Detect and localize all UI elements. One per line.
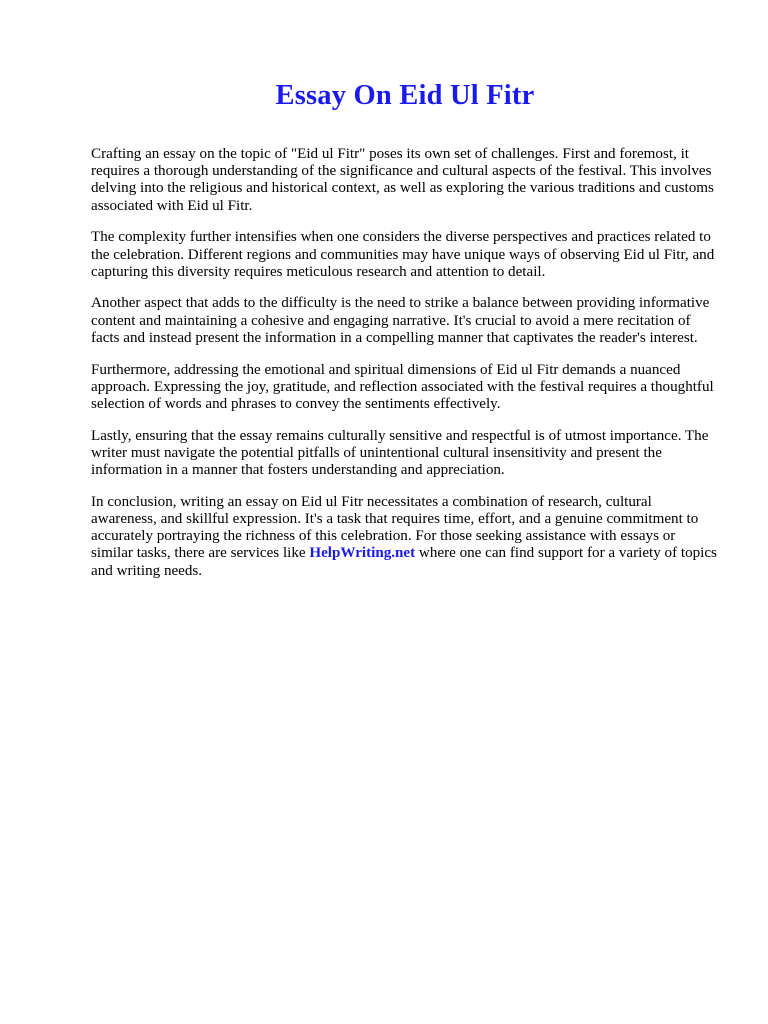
essay-title: Essay On Eid Ul Fitr	[275, 80, 535, 111]
paragraph-4: Furthermore, addressing the emotional and spiritual dimensions of Eid ul Fitr demands a nuanced approach. Expressing the joy, gratitude, and reflection associated with the festival requires a thoughtful selection of words and phrases to convey the sentiments effectively.	[91, 361, 714, 412]
paragraph-3: Another aspect that adds to the difficulty is the need to strike a balance between providing informative content and maintaining a cohesive and engaging narrative. It's crucial to avoid a mere recitation of facts and instead present the information in a compelling manner that captivates the reader's interest.	[91, 295, 710, 346]
document-page	[91, 78, 719, 594]
paragraph-5: Lastly, ensuring that the essay remains culturally sensitive and respectful is of utmost importance. The writer must navigate the potential pitfalls of unintentional cultural insensitivity and present the information in a manner that fosters understanding and appreciation.	[91, 427, 709, 479]
conclusion-text-after-link: where one can find support for a variety of topics and writing needs.	[91, 545, 717, 579]
helpwriting-link[interactable]: HelpWriting.net	[309, 545, 416, 562]
essay-body	[91, 146, 719, 580]
paragraph-1: Crafting an essay on the topic of "Eid ul Fitr" poses its own set of challenges. First and foremost, it requires a thorough understanding of the significance and cultural aspects of the festival. This involves delving into the religious and historical context, as well as exploring the various traditions and customs associated with Eid ul Fitr.	[91, 146, 714, 214]
conclusion-paragraph	[91, 494, 719, 580]
paragraph-2: The complexity further intensifies when one considers the diverse perspectives and practices related to the celebration. Different regions and communities may have unique ways of observing Eid ul Fitr, and capturing this diversity requires meticulous research and attention to detail.	[91, 229, 715, 280]
conclusion-text-before-link: In conclusion, writing an essay on Eid ul Fitr necessitates a combination of research, cultural awareness, and skillful expression. It's a task that requires time, effort, and a genuine commitment to accurately portraying the richness of this celebration. For those seeking assistance with essays or similar tasks, there are services like	[91, 493, 699, 562]
